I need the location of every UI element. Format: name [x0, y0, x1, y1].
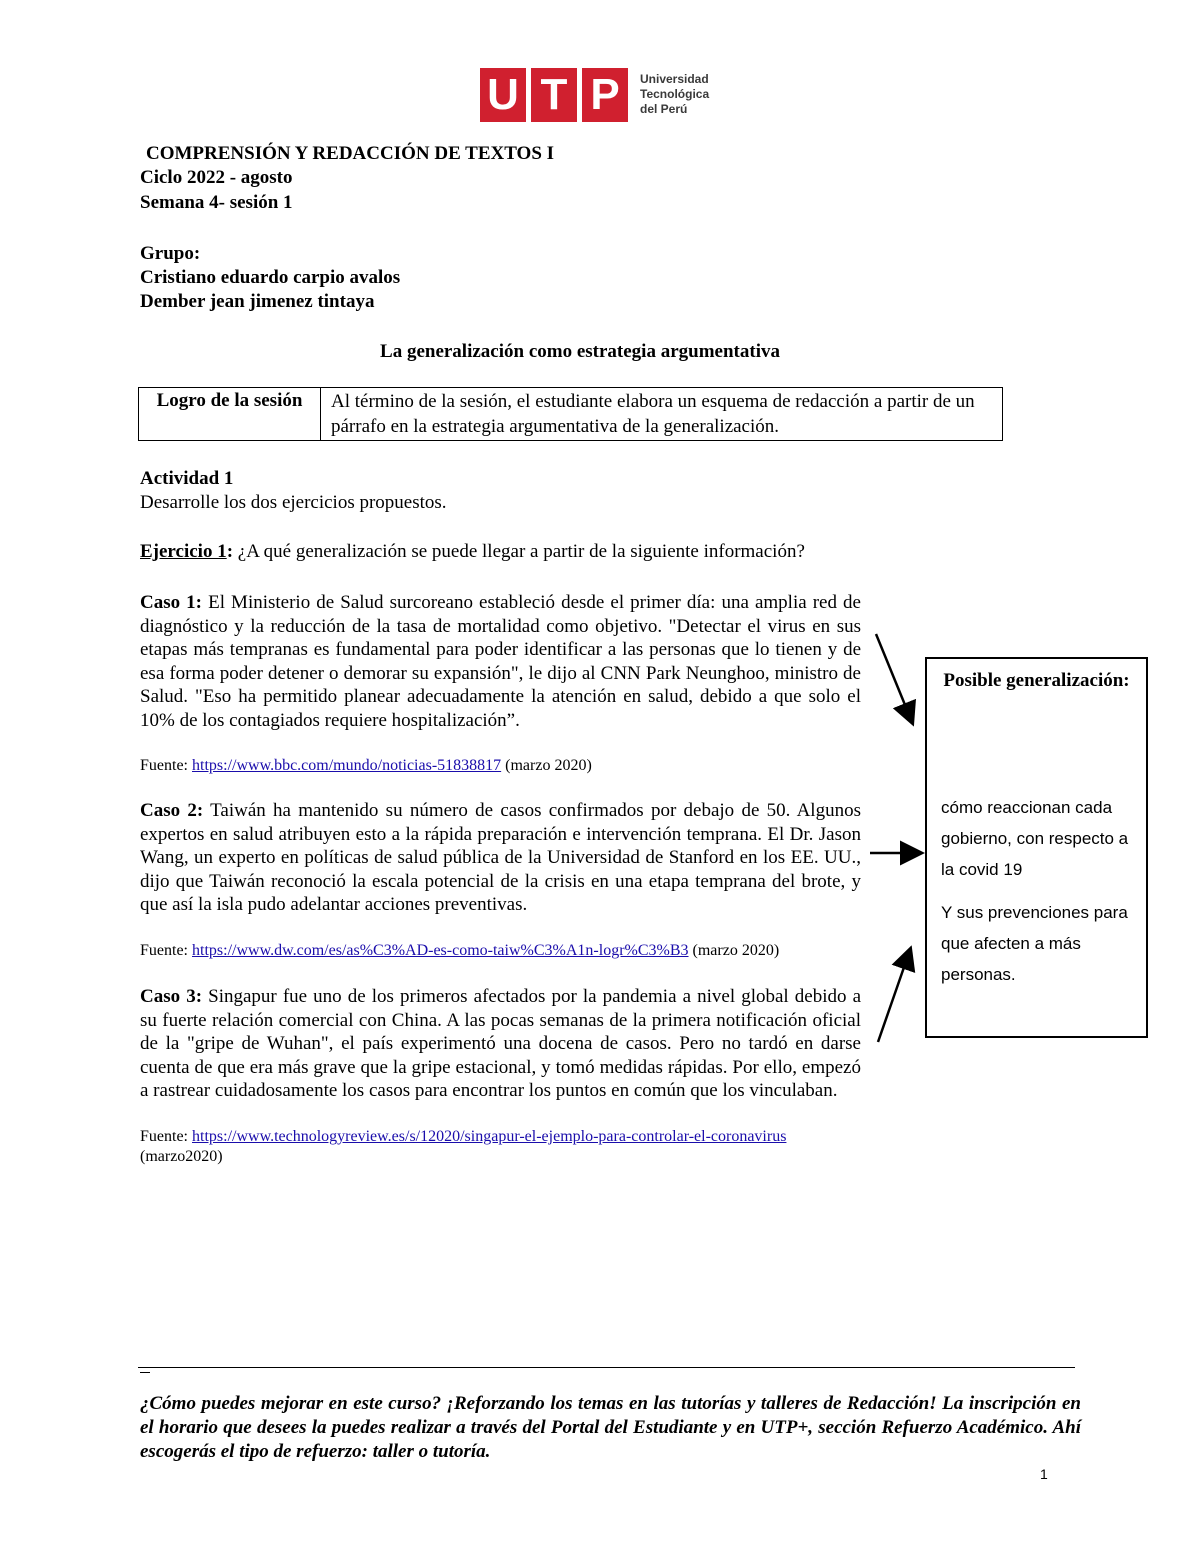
logo-letter-p: P [582, 68, 628, 122]
case-text: Singapur fue uno de los primeros afectados por la pandemia a nivel global debido a su fuerte relación comercial con China. A las pocas semanas de la primera notificación oficial de la "gripe de Wuhan", el país experimentó una docena de casos. Pero no tardó en darse cuenta de que era más grave que la gripe estacional, y tomó medidas rápidas. Por ello, empezó a rastrear cuidadosamente los casos para encontrar los puntos en común que los vinculaban. [140, 986, 861, 1101]
logro-label: Logro de la sesión [139, 388, 321, 440]
source-link[interactable]: https://www.technologyreview.es/s/12020/singapur-el-ejemplo-para-controlar-el-coronavirus [192, 1128, 787, 1145]
logo-letter-t: T [531, 68, 577, 122]
logo-wordmark: Universidad Tecnológica del Perú [640, 72, 710, 116]
group-label: Grupo: [140, 243, 201, 264]
case-2-source: Fuente: https://www.dw.com/es/as%C3%AD-es-como-taiw%C3%A1n-logr%C3%B3 (marzo 2020) [140, 942, 780, 959]
page-number: 1 [1040, 1466, 1048, 1482]
case-2 [140, 799, 861, 917]
footnote-mark [140, 1372, 150, 1373]
utp-logo [480, 68, 712, 122]
case-3 [140, 985, 861, 1103]
arrows-diagram [860, 620, 930, 1050]
group-member: Cristiano eduardo carpio avalos [140, 267, 401, 288]
cycle: Ciclo 2022 - agosto [140, 167, 293, 188]
case-label: Caso 1: [140, 592, 203, 613]
case-text: El Ministerio de Salud surcoreano estableció desde el primer día: una amplia red de diagnóstico y la reducción de la tasa de mortalidad como objetivo. "Detectar el virus en sus etapas más tempranas es fundamental para poder identificar a las personas que lo tienen y de esa forma poder detener o demorar su expansión", le dijo al CNN Park Neunghoo, ministro de Salud. "Eso ha permitido planear adecuadamente la atención en salud, debido a que solo el 10% de los contagiados requiere hospitalización”. [140, 592, 861, 731]
arrow-case-3 [878, 950, 910, 1042]
arrow-case-1 [876, 634, 912, 722]
exercise-text: ¿A qué generalización se puede llegar a partir de la siguiente información? [237, 541, 805, 562]
document-title: La generalización como estrategia argumentativa [380, 341, 780, 362]
course-title: COMPRENSIÓN Y REDACCIÓN DE TEXTOS I [146, 143, 555, 164]
footer-note: ¿Cómo puedes mejorar en este curso? ¡Reforzando los temas en las tutorías y talleres de Redacción! La inscripción en el horario que desees la puedes realizar a través del Portal del Estudiante y en UTP+, sección Refuerzo Académico. Ahí escogerás el tipo de refuerzo: taller o tutoría. [140, 1393, 1081, 1462]
exercise-label: Ejercicio 1 [140, 541, 227, 562]
week-session: Semana 4- sesión 1 [140, 192, 293, 213]
case-1-source: Fuente: https://www.bbc.com/mundo/noticias-51838817 (marzo 2020) [140, 757, 592, 774]
logro-table [138, 387, 1003, 441]
case-label: Caso 3: [140, 986, 203, 1007]
logro-text: Al término de la sesión, el estudiante elabora un esquema de redacción a partir de un párrafo en la estrategia argumentativa de la generalización. [331, 391, 975, 437]
case-text: Taiwán ha mantenido su número de casos confirmados por debajo de 50. Algunos expertos en salud atribuyen esto a la rápida preparación e intervención temprana. El Dr. Jason Wang, un experto en políticas de salud pública de la Universidad de Stanford en los EE. UU., dijo que Taiwán reconoció la escala potencial de la crisis en una etapa temprana del brote, y que así la isla pudo adelantar acciones preventivas. [140, 800, 861, 915]
source-link[interactable]: https://www.bbc.com/mundo/noticias-51838817 [192, 757, 502, 774]
group-member: Dember jean jimenez tintaya [140, 291, 375, 312]
activity-title: Actividad 1 [140, 468, 234, 489]
generalization-answer: cómo reaccionan cada gobierno, con respecto a la covid 19 Y sus prevenciones para que afecten a más personas. [941, 798, 1129, 984]
exercise-question: Ejercicio 1: ¿A qué generalización se puede llegar a partir de la siguiente información? [140, 541, 805, 562]
footer-divider [138, 1367, 1075, 1368]
case-3-source: Fuente: https://www.technologyreview.es/s/12020/singapur-el-ejemplo-para-controlar-el-coronavirus (marzo2020) [140, 1128, 787, 1165]
case-1 [140, 591, 861, 732]
case-label: Caso 2: [140, 800, 204, 821]
generalization-box [925, 657, 1148, 1038]
source-link[interactable]: https://www.dw.com/es/as%C3%AD-es-como-taiw%C3%A1n-logr%C3%B3 [192, 942, 689, 959]
logo-letter-u: U [480, 68, 526, 122]
generalization-title: Posible generalización: [943, 670, 1130, 691]
activity-instruction: Desarrolle los dos ejercicios propuestos. [140, 492, 447, 513]
